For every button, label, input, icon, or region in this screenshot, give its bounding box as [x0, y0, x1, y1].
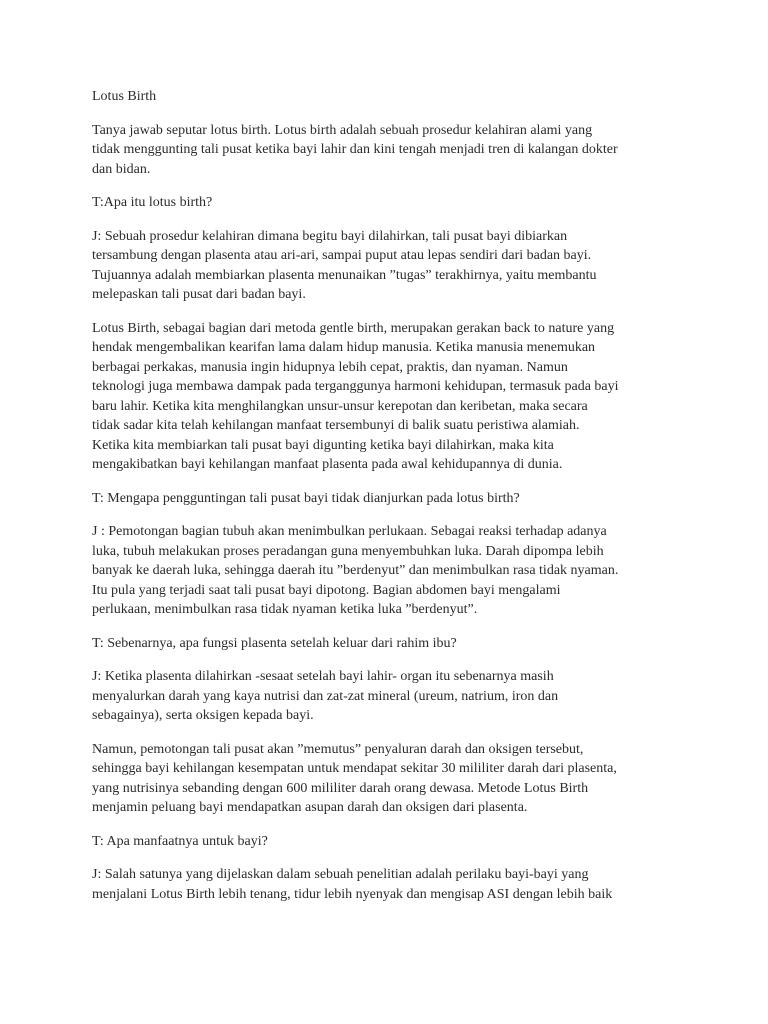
text-line: berbagai perkakas, manusia ingin hidupnya lebih cepat, praktis, dan nyaman. Namun: [92, 359, 568, 375]
text-line: teknologi juga membawa dampak pada terganggunya harmoni kehidupan, termasuk pada bayi: [92, 379, 619, 394]
text-line: hendak mengembalikan kearifan lama dalam hidup manusia. Ketika manusia menemukan: [92, 340, 596, 355]
text-line: yang nutrisinya sebanding dengan 600 mililiter darah orang dewasa. Metode Lotus Birth: [92, 780, 589, 796]
text-line: baru lahir. Ketika kita menghilangkan unsur-unsur kerepotan dan keribetan, maka secara: [92, 398, 588, 414]
text-line: T: Sebenarnya, apa fungsi plasenta setelah keluar dari rahim ibu?: [92, 635, 457, 651]
text-line: mengakibatkan bayi kehilangan manfaat plasenta pada awal kehidupannya di dunia.: [92, 457, 563, 472]
text-line: Tanya jawab seputar lotus birth. Lotus birth adalah sebuah prosedur kelahiran alami yang: [92, 122, 593, 138]
text-line: T: Mengapa pengguntingan tali pusat bayi tidak dianjurkan pada lotus birth?: [92, 490, 520, 506]
text-line: luka, tubuh melakukan proses peradangan guna menyembuhkan luka. Darah dipompa lebih: [92, 543, 604, 559]
text-line: tersambung dengan plasenta atau ari-ari, sampai puput atau lepas sendiri dari badan bayi.: [92, 248, 592, 263]
paragraph: [92, 227, 692, 305]
text-line: T:Apa itu lotus birth?: [92, 195, 213, 210]
paragraph: [92, 634, 692, 654]
document-body: [92, 87, 692, 918]
text-line: Ketika kita membiarkan tali pusat bayi digunting ketika bayi dilahirkan, maka kita: [92, 437, 554, 453]
paragraph: [92, 832, 692, 852]
text-line: J: Salah satunya yang dijelaskan dalam sebuah penelitian adalah perilaku bayi-bayi yang: [92, 867, 589, 882]
text-line: tidak sadar kita telah kehilangan manfaat tersembunyi di balik suatu peristiwa alamiah.: [92, 418, 580, 433]
text-line: dan bidan.: [92, 161, 151, 177]
text-line: perlukaan, menimbulkan rasa tidak nyaman ketika luka ”berdenyut”.: [92, 602, 478, 617]
paragraph-list: [92, 121, 692, 905]
text-line: Namun, pemotongan tali pusat akan ”memutus” penyaluran darah dan oksigen tersebut,: [92, 741, 584, 757]
title-line: Lotus Birth: [92, 89, 157, 104]
text-line: menjamin peluang bayi mendapatkan asupan darah dan oksigen dari plasenta.: [92, 800, 528, 815]
text-line: J : Pemotongan bagian tubuh akan menimbulkan perlukaan. Sebagai reaksi terhadap adanya: [92, 524, 607, 539]
paragraph: [92, 319, 692, 475]
text-line: Itu pula yang terjadi saat tali pusat bayi dipotong. Bagian abdomen bayi mengalami: [92, 582, 561, 598]
text-line: menyalurkan darah yang kaya nutrisi dan zat-zat mineral (ureum, natrium, iron dan: [92, 688, 559, 704]
text-line: Lotus Birth, sebagai bagian dari metoda gentle birth, merupakan gerakan back to nature yang: [92, 320, 615, 336]
paragraph: [92, 865, 692, 904]
text-line: T: Apa manfaatnya untuk bayi?: [92, 833, 268, 849]
paragraph: [92, 740, 692, 818]
paragraph: [92, 121, 692, 180]
paragraph: [92, 193, 692, 213]
text-line: Tujuannya adalah membiarkan plasenta menunaikan ”tugas” terakhirnya, yaitu membantu: [92, 267, 597, 283]
text-line: J: Sebuah prosedur kelahiran dimana begitu bayi dilahirkan, tali pusat bayi dibiarkan: [92, 228, 568, 244]
text-line: melepaskan tali pusat dari badan bayi.: [92, 287, 306, 302]
text-line: menjalani Lotus Birth lebih tenang, tidur lebih nyenyak dan mengisap ASI dengan lebih baik: [92, 886, 613, 902]
text-line: tidak menggunting tali pusat ketika bayi lahir dan kini tengah menjadi tren di kalangan dokter: [92, 142, 618, 157]
text-line: banyak ke daerah luka, sehingga daerah itu ”berdenyut” dan menimbulkan rasa tidak nyaman.: [92, 563, 619, 578]
paragraph: [92, 522, 692, 620]
paragraph: [92, 667, 692, 726]
text-line: J: Ketika plasenta dilahirkan -sesaat setelah bayi lahir- organ itu sebenarnya masih: [92, 669, 554, 684]
text-line: sebagainya), serta oksigen kepada bayi.: [92, 708, 314, 723]
paragraph: [92, 489, 692, 509]
document-title: [92, 87, 692, 107]
text-line: sehingga bayi kehilangan kesempatan untuk mendapat sekitar 30 mililiter darah dari plasenta,: [92, 761, 617, 776]
